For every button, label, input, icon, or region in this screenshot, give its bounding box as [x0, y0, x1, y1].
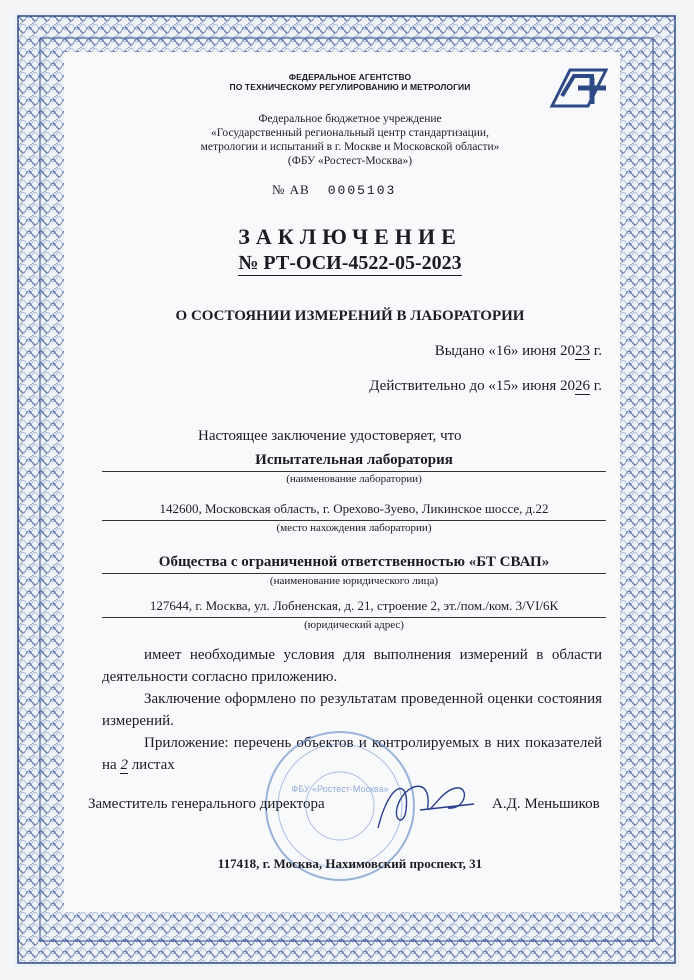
rostest-logo: [548, 66, 610, 112]
institution-line: «Государственный региональный центр стандартизации,: [211, 127, 489, 139]
footer-address: 117418, г. Москва, Нахимовский проспект, 31: [217, 856, 483, 871]
underline: [102, 573, 606, 574]
appendix-suffix: листах: [127, 757, 175, 773]
signatory-position: Заместитель генерального директора: [88, 796, 325, 812]
stamp-text: ФБУ «Ростест-Москва»: [291, 784, 389, 794]
institution-block: [140, 112, 560, 168]
form-number-value: 0005103: [327, 183, 397, 198]
assessment-paragraph: Заключение оформлено по результатам проведенной оценки состояния измерений.: [102, 691, 602, 729]
document-subject: О СОСТОЯНИИ ИЗМЕРЕНИЙ В ЛАБОРАТОРИИ: [175, 308, 525, 324]
issue-date: [435, 343, 602, 360]
underline: [102, 471, 606, 472]
underline: [102, 617, 606, 618]
valid-until-date: [369, 378, 602, 395]
lab-name-caption: (наименование лаборатории): [286, 473, 422, 485]
legal-entity-name: Общества с ограниченной ответственностью «БТ СВАП»: [158, 554, 550, 570]
lab-name: Испытательная лаборатория: [255, 452, 453, 468]
institution-line: Федеральное бюджетное учреждение: [258, 113, 442, 125]
appendix-sheet-count: 2: [120, 757, 128, 773]
agency-line: ФЕДЕРАЛЬНОЕ АГЕНТСТВО: [288, 72, 412, 82]
issue-date-prefix: Выдано «16» июня 20: [434, 343, 576, 359]
issue-date-year: 23: [575, 343, 591, 359]
valid-date-suffix: г.: [590, 378, 602, 394]
valid-date-prefix: Действительно до «15» июня 20: [369, 378, 576, 394]
document-number: [180, 252, 520, 275]
document-number-text: № РТ-ОСИ-4522-05-2023: [238, 252, 462, 274]
underline: [102, 520, 606, 521]
legal-entity-caption: (наименование юридического лица): [269, 575, 439, 587]
institution-line: метрологии и испытаний в г. Москве и Московской области»: [200, 141, 500, 153]
form-number: [272, 182, 396, 198]
handwritten-signature: [370, 770, 480, 840]
signatory-name: А.Д. Меньшиков: [492, 796, 600, 812]
issue-date-suffix: г.: [590, 343, 602, 359]
legal-address: 127644, г. Москва, ул. Лобненская, д. 21, строение 2, эт./пом./ком. 3/VI/6К: [149, 598, 559, 613]
valid-date-year: 26: [575, 378, 591, 394]
lab-location: 142600, Московская область, г. Орехово-Зуево, Ликинское шоссе, д.22: [159, 501, 549, 516]
certifies-statement: Настоящее заключение удостоверяет, что: [198, 428, 462, 444]
institution-line: (ФБУ «Ростест-Москва»): [287, 155, 413, 167]
lab-location-caption: (место нахождения лаборатории): [276, 522, 432, 534]
form-number-label: № АВ: [272, 182, 310, 197]
agency-header: [190, 72, 510, 92]
legal-address-caption: (юридический адрес): [304, 619, 404, 631]
appendix-prefix: Приложение: перечень объектов и контролируемых в них показателей на: [102, 735, 602, 773]
document-title: ЗАКЛЮЧЕНИЕ: [238, 224, 462, 249]
agency-line: ПО ТЕХНИЧЕСКОМУ РЕГУЛИРОВАНИЮ И МЕТРОЛОГИИ: [229, 82, 471, 92]
conditions-paragraph: имеет необходимые условия для выполнения измерений в области деятельности согласно приложению.: [102, 647, 602, 685]
